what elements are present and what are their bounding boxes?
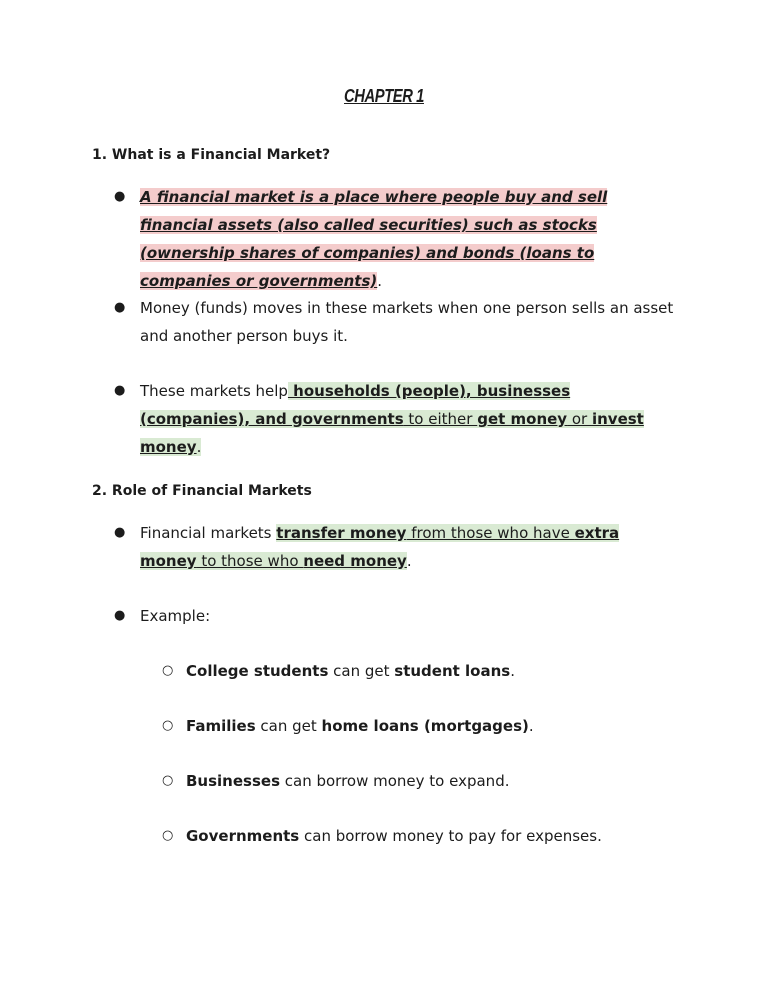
definition-highlight: A financial market is a place where people buy and sell financial assets (also called securities) such as stocks (ownership shares of companies) and bonds (loans to companies or governments) [140, 188, 608, 290]
list-item: ● These markets help households (people), businesses (companies), and governments to either get money or invest money. [114, 377, 674, 461]
hollow-bullet-icon: ○ [162, 828, 174, 843]
sub-list-item: ○ Businesses can borrow money to expand. [162, 767, 682, 795]
sub-list-item: ○ College students can get student loans. [162, 657, 682, 685]
bullet-icon: ● [114, 608, 126, 623]
bullet-icon: ● [114, 525, 126, 540]
hollow-bullet-icon: ○ [162, 773, 174, 788]
hollow-bullet-icon: ○ [162, 718, 174, 733]
bullet-icon: ● [114, 300, 126, 315]
bullet-icon: ● [114, 189, 126, 204]
section-heading-role-of-financial-markets: 2. Role of Financial Markets [92, 483, 312, 499]
chapter-title: CHAPTER 1 [344, 86, 424, 106]
list-item: ● A financial market is a place where people buy and sell financial assets (also called securities) such as stocks (ownership shares of companies) and bonds (loans to companies or governments). [114, 183, 674, 295]
sub-list-item: ○ Families can get home loans (mortgages). [162, 712, 682, 740]
list-item: ● Financial markets transfer money from those who have extra money to those who need money. [114, 519, 674, 575]
sub-list-item: ○ Governments can borrow money to pay for expenses. [162, 822, 682, 850]
section-heading-what-is-financial-market: 1. What is a Financial Market? [92, 147, 331, 163]
list-item: ● Money (funds) moves in these markets when one person sells an asset and another person buys it. [114, 294, 674, 350]
list-item: ● Example: [114, 602, 674, 630]
bullet-icon: ● [114, 383, 126, 398]
hollow-bullet-icon: ○ [162, 663, 174, 678]
